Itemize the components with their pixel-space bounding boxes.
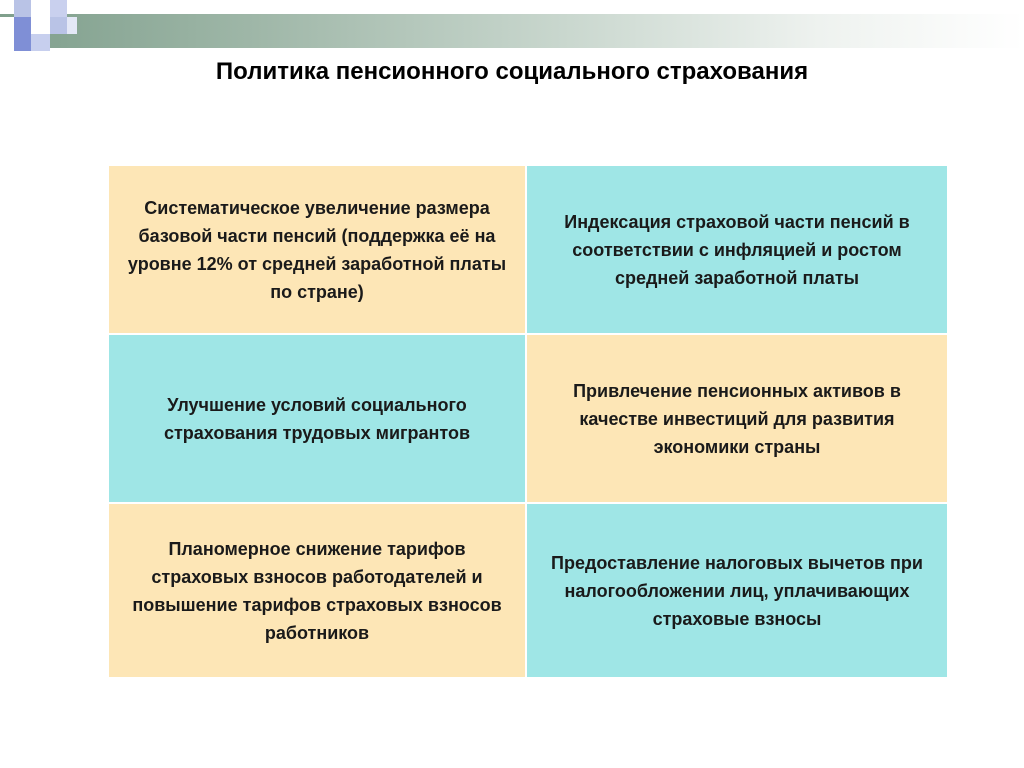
policy-cell-migrants: Улучшение условий социального страхования трудовых мигрантов <box>109 335 527 504</box>
decorative-square <box>31 17 50 34</box>
policy-table <box>109 166 947 677</box>
policy-cell-tax-deductions: Предоставление налоговых вычетов при налогообложении лиц, уплачивающих страховые взносы <box>527 504 947 677</box>
decorative-square <box>14 0 31 17</box>
decorative-top-band <box>0 14 1024 48</box>
decorative-square <box>50 17 67 34</box>
policy-cell-base-pension: Систематическое увеличение размера базовой части пенсий (поддержка её на уровне 12% от средней заработной платы по стране) <box>109 166 527 335</box>
decorative-squares <box>0 0 90 64</box>
policy-cell-indexation: Индексация страховой части пенсий в соответствии с инфляцией и ростом средней заработной платы <box>527 166 947 335</box>
policy-cell-tariffs: Планомерное снижение тарифов страховых взносов работодателей и повышение тарифов страховых взносов работников <box>109 504 527 677</box>
decorative-square <box>31 34 50 51</box>
decorative-square <box>50 0 67 17</box>
decorative-square <box>0 17 14 51</box>
slide-title: Политика пенсионного социального страхования <box>215 58 809 85</box>
decorative-square <box>67 17 77 34</box>
policy-cell-pension-assets: Привлечение пенсионных активов в качестве инвестиций для развития экономики страны <box>527 335 947 504</box>
decorative-square <box>14 17 31 51</box>
decorative-square <box>31 0 50 17</box>
